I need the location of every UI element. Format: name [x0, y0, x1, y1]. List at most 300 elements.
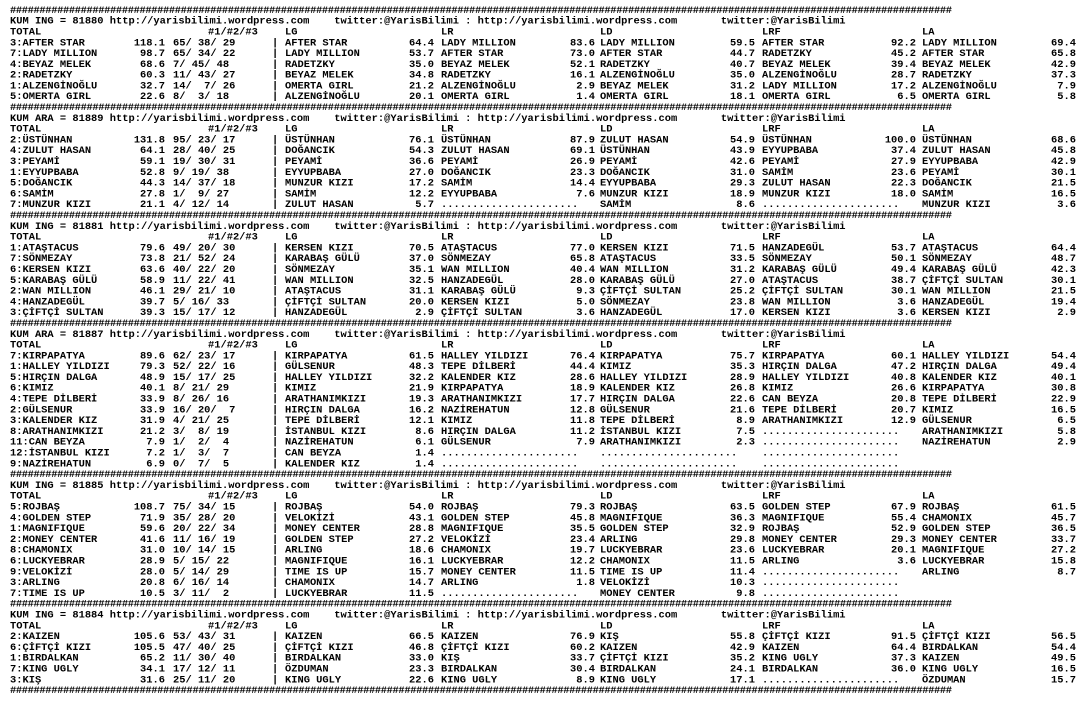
- cell-name: 1:BIRDALKAN: [10, 652, 79, 665]
- cell-lrName: BIRDALKAN: [441, 663, 498, 676]
- horse-row: [10, 415, 1076, 428]
- cell-ldVal: 63.5: [730, 501, 755, 514]
- race-header: [10, 114, 1072, 125]
- cell-lrVal: 76.9: [570, 631, 595, 643]
- cell-total: 40.1: [140, 382, 165, 395]
- cell-lrName: GOLDEN STEP: [441, 512, 510, 525]
- cell-total: 7.9: [146, 436, 165, 449]
- cell-lrfVal: 37.4: [891, 145, 916, 158]
- cell-lgVal: 12.2: [409, 188, 434, 201]
- cell-lgVal: 5.7: [415, 199, 434, 212]
- cell-lrName: ZULUT HASAN: [441, 145, 510, 158]
- cell-name: 1:MAGNIFIQUE: [10, 523, 85, 536]
- cell-lrfName: KING UGLY: [762, 652, 819, 665]
- column-header: LRF: [762, 490, 781, 503]
- cell-lrVal: 28.0: [570, 274, 595, 287]
- cell-lrfVal: 49.4: [891, 264, 916, 276]
- cell-lrVal: 8.9: [576, 674, 595, 687]
- cell-lgVal: 43.1: [409, 512, 434, 525]
- cell-ldVal: 10.3: [730, 577, 755, 590]
- cell-lrVal: 17.7: [570, 393, 595, 406]
- cell-ldName: WAN MILLION: [600, 264, 669, 276]
- cell-lgVal: 34.8: [409, 69, 434, 82]
- cell-lrName: KIŞ: [441, 652, 460, 665]
- cell-ldVal: 11.4: [730, 566, 755, 579]
- cell-lrfVal: 40.8: [891, 372, 916, 384]
- cell-ldVal: 7.5: [736, 426, 755, 438]
- cell-lrfName: KARABAŞ GÜLÜ: [762, 264, 837, 276]
- horse-row: [10, 91, 1076, 104]
- cell-lrName: HALLEY YILDIZI: [441, 350, 529, 363]
- cell-lrfVal: 17.2: [891, 80, 916, 93]
- cell-lrfVal: 39.4: [891, 59, 916, 71]
- cell-lgName: GOLDEN STEP: [285, 534, 354, 546]
- cell-total: 59.6: [140, 523, 165, 536]
- cell-total: 64.1: [140, 145, 165, 158]
- cell-splits: 28/ 40/ 25: [173, 145, 236, 158]
- cell-laName: LUCKYEBRAR: [922, 555, 985, 568]
- cell-laName: AFTER STAR: [922, 48, 985, 60]
- column-header: #1/#2/#3: [208, 620, 258, 633]
- cell-lrVal: 2.9: [576, 80, 595, 93]
- cell-laVal: 16.5: [1051, 404, 1076, 417]
- cell-name: 3:KIŞ: [10, 674, 42, 687]
- cell-lrName: MAGNIFIQUE: [441, 523, 504, 536]
- cell-splits: 15/ 17/ 25: [173, 372, 236, 384]
- cell-lrVal: 79.3: [570, 501, 595, 514]
- cell-splits: 11/ 43/ 27: [173, 69, 236, 82]
- cell-total: 21.2: [140, 426, 165, 438]
- cell-lrVal: 69.1: [570, 145, 595, 158]
- cell-lgVal: 21.2: [409, 80, 434, 93]
- race-header: [10, 481, 1072, 492]
- cell-laVal: 21.5: [1051, 177, 1076, 190]
- cell-name: 1:ATAŞTACUS: [10, 242, 79, 255]
- cell-lrfName: EYYUPBABA: [762, 145, 819, 158]
- cell-laName: ROJBAŞ: [922, 501, 960, 514]
- cell-name: 7:KING UGLY: [10, 663, 79, 676]
- cell-lrName: ALZENGİNOĞLU: [441, 80, 516, 93]
- cell-lgName: HANZADEGÜL: [285, 307, 348, 320]
- cell-laName: MONEY CENTER: [922, 534, 997, 546]
- cell-lrName: ......................: [441, 458, 579, 471]
- cell-ldName: MONEY CENTER: [600, 588, 675, 600]
- cell-lgName: ATAŞTACUS: [285, 285, 342, 298]
- cell-ldVal: 59.5: [730, 37, 755, 50]
- cell-sep: |: [272, 296, 279, 309]
- cell-lrfVal: 92.2: [891, 37, 916, 50]
- cell-ldName: BIRDALKAN: [600, 663, 657, 676]
- cell-lgName: CAN BEYZA: [285, 447, 342, 460]
- cell-lrfName: BEYAZ MELEK: [762, 59, 831, 71]
- cell-total: 33.9: [140, 393, 165, 406]
- cell-lgVal: 54.3: [409, 145, 434, 158]
- column-header: LD: [600, 339, 613, 352]
- cell-name: 3:ARLING: [10, 577, 60, 590]
- cell-splits: 8/ 21/ 29: [173, 382, 230, 395]
- cell-sep: |: [272, 447, 279, 460]
- cell-name: 3:PEYAMİ: [10, 156, 60, 168]
- cell-sep: |: [272, 512, 279, 525]
- cell-name: 6:KIMIZ: [10, 382, 54, 395]
- cell-lrName: KIMIZ: [441, 415, 473, 428]
- cell-ldName: HALLEY YILDIZI: [600, 372, 688, 384]
- cell-splits: 1/ 3/ 7: [173, 447, 230, 460]
- cell-ldVal: 17.1: [730, 674, 755, 687]
- cell-lrfName: OMERTA GIRL: [762, 91, 831, 104]
- cell-splits: 49/ 20/ 30: [173, 242, 236, 255]
- cell-lgVal: 11.5: [409, 588, 434, 600]
- cell-lgVal: 54.0: [409, 501, 434, 514]
- cell-lrfName: HANZADEGÜL: [762, 242, 825, 255]
- cell-ldName: SÖNMEZAY: [600, 296, 650, 309]
- cell-laName: ARATHANIMKIZI: [922, 426, 1004, 438]
- cell-lrVal: 23.4: [570, 534, 595, 546]
- cell-total: 59.1: [140, 156, 165, 168]
- cell-name: 4:ZULUT HASAN: [10, 145, 92, 158]
- column-header: LD: [600, 620, 613, 633]
- cell-splits: 5/ 16/ 33: [173, 296, 230, 309]
- cell-sep: |: [272, 631, 279, 643]
- cell-lrfVal: 3.6: [897, 307, 916, 320]
- cell-total: 105.5: [133, 642, 165, 654]
- cell-name: 2:ÜSTÜNHAN: [10, 134, 73, 147]
- cell-lgVal: 46.8: [409, 642, 434, 654]
- cell-lrfName: ......................: [762, 458, 900, 471]
- cell-ldVal: 33.5: [730, 253, 755, 266]
- cell-laVal: 49.4: [1051, 361, 1076, 374]
- cell-ldVal: 35.3: [730, 361, 755, 374]
- cell-laName: BIRDALKAN: [922, 642, 979, 654]
- cell-lrfName: ALZENGİNOĞLU: [762, 69, 837, 82]
- cell-lgName: MONEY CENTER: [285, 523, 360, 536]
- horse-row: [10, 566, 1076, 579]
- cell-lrfName: BIRDALKAN: [762, 663, 819, 676]
- cell-total: 79.3: [140, 361, 165, 374]
- cell-ldName: ATAŞTACUS: [600, 253, 657, 266]
- column-header: LRF: [762, 339, 781, 352]
- cell-laVal: 68.6: [1051, 134, 1076, 147]
- cell-lgVal: 16.1: [409, 555, 434, 568]
- total-label: TOTAL: [10, 123, 42, 136]
- cell-lgName: KERSEN KIZI: [285, 242, 354, 255]
- cell-laName: OMERTA GIRL: [922, 91, 991, 104]
- cell-sep: |: [272, 382, 279, 395]
- cell-total: 63.6: [140, 264, 165, 276]
- cell-sep: |: [272, 523, 279, 536]
- cell-lrName: ARATHANIMKIZI: [441, 393, 523, 406]
- cell-sep: |: [272, 663, 279, 676]
- cell-splits: 6/ 16/ 14: [173, 577, 230, 590]
- cell-splits: 65/ 34/ 22: [173, 48, 236, 60]
- cell-lrfVal: 3.6: [897, 555, 916, 568]
- cell-laName: ALZENGİNOĞLU: [922, 80, 997, 93]
- cell-total: 39.7: [140, 296, 165, 309]
- column-header: LD: [600, 26, 613, 39]
- cell-sep: |: [272, 415, 279, 428]
- cell-lgVal: 2.9: [415, 307, 434, 320]
- cell-ldVal: 35.2: [730, 652, 755, 665]
- cell-ldName: VELOKİZİ: [600, 577, 650, 590]
- cell-total: 44.3: [140, 177, 165, 190]
- column-header: LA: [922, 339, 935, 352]
- cell-lgName: TEPE DİLBERİ: [285, 415, 360, 428]
- column-header: #1/#2/#3: [208, 231, 258, 244]
- cell-splits: 11/ 16/ 19: [173, 534, 236, 546]
- race-header-text: KUM ING = 81881 http://yarisbilimi.wordpress.com twitter:@YarisBilimi : http://yarisbilimi.wordpress.com twitter:@YarisBilimi: [10, 220, 846, 233]
- cell-lrVal: 33.7: [570, 652, 595, 665]
- race-header-text: KUM ING = 81880 http://yarisbilimi.wordpress.com twitter:@YarisBilimi : http://yarisbilimi.wordpress.com twitter:@YarisBilimi: [10, 15, 846, 28]
- cell-lgName: MUNZUR KIZI: [285, 177, 354, 190]
- cell-lrName: ÇİFTÇİ KIZI: [441, 642, 510, 654]
- cell-lgName: SAMİM: [285, 188, 317, 201]
- horse-row: [10, 589, 1072, 600]
- cell-lrName: NAZİREHATUN: [441, 404, 510, 417]
- cell-total: 28.0: [140, 566, 165, 579]
- cell-lrName: ÇİFTÇİ SULTAN: [441, 307, 523, 320]
- cell-total: 27.8: [140, 188, 165, 201]
- column-header: LD: [600, 490, 613, 503]
- cell-sep: |: [272, 91, 279, 104]
- cell-sep: |: [272, 188, 279, 201]
- cell-laVal: 61.5: [1051, 501, 1076, 514]
- cell-lrName: KIRPAPATYA: [441, 382, 504, 395]
- cell-laName: ÖZDUMAN: [922, 674, 966, 687]
- cell-lrVal: 1.8: [576, 577, 595, 590]
- cell-laName: GÜLSENUR: [922, 415, 972, 428]
- cell-ldName: KAIZEN: [600, 642, 638, 654]
- cell-total: 32.7: [140, 80, 165, 93]
- cell-lgVal: 20.0: [409, 296, 434, 309]
- cell-lrfName: ÜSTÜNHAN: [762, 134, 812, 147]
- cell-lgName: TIME IS UP: [285, 566, 348, 579]
- cell-sep: |: [272, 177, 279, 190]
- cell-lrVal: 18.9: [570, 382, 595, 395]
- cell-lgName: KARABAŞ GÜLÜ: [285, 253, 360, 266]
- cell-splits: 29/ 21/ 10: [173, 285, 236, 298]
- cell-lrVal: 12.8: [570, 404, 595, 417]
- cell-lrVal: 3.6: [576, 307, 595, 320]
- cell-ldName: KALENDER KIZ: [600, 382, 675, 395]
- cell-ldVal: 29.3: [730, 177, 755, 190]
- cell-name: 6:KERSEN KIZI: [10, 264, 92, 276]
- cell-laVal: 3.6: [1057, 199, 1076, 212]
- column-header: LA: [922, 231, 935, 244]
- cell-laVal: 65.8: [1051, 48, 1076, 60]
- column-header: LRF: [762, 26, 781, 39]
- cell-laVal: 27.2: [1051, 544, 1076, 557]
- cell-ldName: ZULUT HASAN: [600, 134, 669, 147]
- cell-sep: |: [272, 501, 279, 514]
- cell-name: 2:WAN MILLION: [10, 285, 92, 298]
- cell-lgName: SÖNMEZAY: [285, 264, 335, 276]
- cell-lgName: ÇİFTÇİ KIZI: [285, 642, 354, 654]
- cell-name: 8:CHAMONIX: [10, 544, 73, 557]
- cell-splits: 7/ 45/ 48: [173, 59, 230, 71]
- cell-lrVal: 11.5: [570, 566, 595, 579]
- cell-lrVal: 40.4: [570, 264, 595, 276]
- cell-sep: |: [272, 307, 279, 320]
- column-header: LR: [441, 490, 454, 503]
- cell-total: 31.6: [140, 674, 165, 687]
- cell-laName: KAIZEN: [922, 652, 960, 665]
- cell-lrfVal: 20.7: [891, 404, 916, 417]
- cell-lrVal: 77.0: [570, 242, 595, 255]
- cell-lrfVal: 23.6: [891, 166, 916, 179]
- cell-lrfName: MUNZUR KIZI: [762, 188, 831, 201]
- cell-ldName: ÇİFTÇİ SULTAN: [600, 285, 682, 298]
- cell-lrfName: KERSEN KIZI: [762, 307, 831, 320]
- cell-lgVal: 12.1: [409, 415, 434, 428]
- cell-lrName: CHAMONIX: [441, 544, 491, 557]
- cell-lrfName: ......................: [762, 436, 900, 449]
- cell-lgVal: 66.5: [409, 631, 434, 643]
- cell-name: 6:SAMİM: [10, 188, 54, 201]
- cell-splits: 15/ 17/ 12: [173, 307, 236, 320]
- cell-name: 3:KALENDER KIZ: [10, 415, 98, 428]
- cell-lrVal: 52.1: [570, 59, 595, 71]
- cell-ldVal: 25.2: [730, 285, 755, 298]
- cell-lrfVal: 37.3: [891, 652, 916, 665]
- cell-laVal: 30.1: [1051, 274, 1076, 287]
- cell-laName: SÖNMEZAY: [922, 253, 972, 266]
- cell-splits: 8/ 26/ 16: [173, 393, 230, 406]
- cell-laName: CHAMONIX: [922, 512, 972, 525]
- cell-ldName: AFTER STAR: [600, 48, 663, 60]
- cell-splits: 14/ 37/ 18: [173, 177, 236, 190]
- cell-ldName: GÜLSENUR: [600, 404, 650, 417]
- cell-ldName: DOĞANCIK: [600, 166, 650, 179]
- cell-splits: 3/ 11/ 2: [173, 588, 230, 600]
- cell-sep: |: [272, 80, 279, 93]
- race-header: [10, 611, 1072, 622]
- cell-laName: HALLEY YILDIZI: [922, 350, 1010, 363]
- cell-lrfName: HIRÇIN DALGA: [762, 361, 837, 374]
- cell-sep: |: [272, 59, 279, 71]
- cell-lrName: RADETZKY: [441, 69, 491, 82]
- cell-lrVal: 83.6: [570, 37, 595, 50]
- cell-ldName: ......................: [600, 447, 738, 460]
- cell-total: 22.6: [140, 91, 165, 104]
- cell-lrVal: 12.2: [570, 555, 595, 568]
- cell-splits: 47/ 40/ 25: [173, 642, 236, 654]
- cell-name: 5:ROJBAŞ: [10, 501, 60, 514]
- cell-lrName: OMERTA GIRL: [441, 91, 510, 104]
- cell-lgVal: 22.6: [409, 674, 434, 687]
- column-header: LG: [285, 26, 298, 39]
- cell-laName: TEPE DİLBERİ: [922, 393, 997, 406]
- cell-lgName: NAZİREHATUN: [285, 436, 354, 449]
- cell-ldName: KERSEN KIZI: [600, 242, 669, 255]
- cell-lgName: KALENDER KIZ: [285, 458, 360, 471]
- column-header: LA: [922, 620, 935, 633]
- race-header-text: KUM ING = 81884 http://yarisbilimi.wordpress.com twitter:@YarisBilimi : http://yarisbilimi.wordpress.com twitter:@YarisBilimi: [10, 609, 846, 622]
- cell-lrfName: CAN BEYZA: [762, 393, 819, 406]
- cell-ldName: OMERTA GIRL: [600, 91, 669, 104]
- cell-laVal: 15.7: [1051, 674, 1076, 687]
- cell-sep: |: [272, 426, 279, 438]
- cell-splits: 53/ 43/ 31: [173, 631, 236, 643]
- hash-separator: ################################################################################################################################################################: [10, 319, 952, 330]
- cell-ldVal: 18.9: [730, 188, 755, 201]
- cell-lrfVal: 28.7: [891, 69, 916, 82]
- cell-sep: |: [272, 566, 279, 579]
- cell-ldName: HIRÇIN DALGA: [600, 393, 675, 406]
- cell-name: 7:MUNZUR KIZI: [10, 199, 92, 212]
- cell-sep: |: [272, 264, 279, 276]
- column-header: #1/#2/#3: [208, 26, 258, 39]
- cell-sep: |: [272, 285, 279, 298]
- cell-splits: 95/ 23/ 17: [173, 134, 236, 147]
- cell-sep: |: [272, 350, 279, 363]
- cell-laVal: 49.5: [1051, 652, 1076, 665]
- cell-total: 33.9: [140, 404, 165, 417]
- cell-lgVal: 23.3: [409, 663, 434, 676]
- cell-laVal: 2.9: [1057, 436, 1076, 449]
- cell-ldVal: 44.7: [730, 48, 755, 60]
- cell-laVal: 7.9: [1057, 80, 1076, 93]
- cell-lrfName: ARLING: [762, 555, 800, 568]
- cell-laName: ZULUT HASAN: [922, 145, 991, 158]
- cell-laVal: 5.8: [1057, 426, 1076, 438]
- column-header: LRF: [762, 231, 781, 244]
- column-header: LG: [285, 620, 298, 633]
- cell-ldVal: 8.9: [736, 415, 755, 428]
- cell-ldVal: 24.1: [730, 663, 755, 676]
- hash-separator: ################################################################################################################################################################: [10, 103, 952, 114]
- cell-lgName: PEYAMİ: [285, 156, 323, 168]
- cell-sep: |: [272, 145, 279, 158]
- cell-lrfVal: 38.7: [891, 274, 916, 287]
- cell-lrVal: 11.2: [570, 426, 595, 438]
- cell-splits: 10/ 14/ 15: [173, 544, 236, 557]
- cell-splits: 21/ 52/ 24: [173, 253, 236, 266]
- cell-ldName: RADETZKY: [600, 59, 650, 71]
- cell-sep: |: [272, 156, 279, 168]
- cell-laVal: 48.7: [1051, 253, 1076, 266]
- race-header: [10, 222, 1072, 233]
- cell-laName: HANZADEGÜL: [922, 296, 985, 309]
- race-header-text: KUM ARA = 81887 http://yarisbilimi.wordpress.com twitter:@YarisBilimi : http://yarisbilimi.wordpress.com twitter:@YarisBilimi: [10, 328, 846, 341]
- cell-laVal: 30.8: [1051, 382, 1076, 395]
- cell-ldVal: 54.9: [730, 134, 755, 147]
- cell-ldVal: 22.6: [730, 393, 755, 406]
- cell-lrName: ARLING: [441, 577, 479, 590]
- cell-ldName: MUNZUR KIZI: [600, 188, 669, 201]
- cell-lgVal: 37.0: [409, 253, 434, 266]
- cell-laVal: 22.9: [1051, 393, 1076, 406]
- cell-ldVal: 36.3: [730, 512, 755, 525]
- cell-lgName: CHAMONIX: [285, 577, 335, 590]
- horse-row: [10, 663, 1076, 676]
- cell-total: 20.8: [140, 577, 165, 590]
- horse-row: [10, 674, 1076, 687]
- cell-ldName: ALZENGİNOĞLU: [600, 69, 675, 82]
- cell-ldName: HANZADEGÜL: [600, 307, 663, 320]
- cell-laName: RADETZKY: [922, 69, 972, 82]
- cell-lrName: MONEY CENTER: [441, 566, 516, 579]
- column-header: LG: [285, 339, 298, 352]
- hash-separator: ################################################################################################################################################################: [10, 6, 952, 17]
- total-label: TOTAL: [10, 339, 42, 352]
- race-header: [10, 330, 1072, 341]
- cell-lrName: ......................: [441, 588, 579, 600]
- cell-total: 60.3: [140, 69, 165, 82]
- race-sheet: [10, 6, 1076, 697]
- cell-ldName: KIRPAPATYA: [600, 350, 663, 363]
- cell-laVal: 5.8: [1057, 91, 1076, 104]
- cell-total: 10.5: [140, 588, 165, 600]
